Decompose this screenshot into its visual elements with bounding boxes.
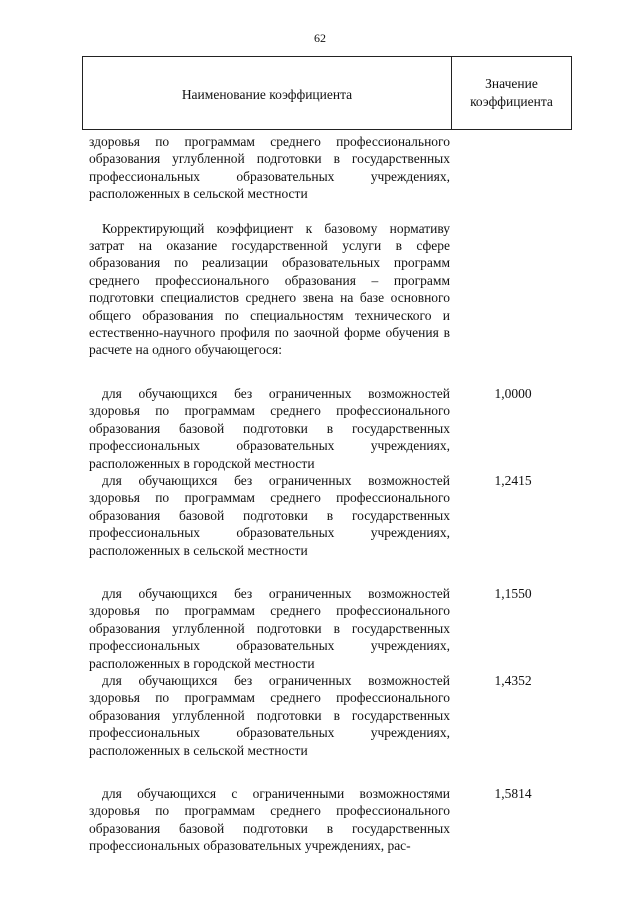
column-header-value [452, 57, 571, 129]
coefficient-value: 1,2415 [494, 472, 532, 488]
coefficient-row [89, 585, 532, 672]
table-header [82, 56, 572, 130]
coefficient-value: 1,1550 [494, 585, 532, 601]
coefficient-value: 1,4352 [494, 672, 532, 688]
coefficient-description: для обучающихся без ограниченных возможностей здоровья по программам среднего профессионального образования углубленной подготовки в государственных профессиональных образовательных учреждениях, расположенных в городской местности [89, 585, 450, 671]
coefficient-row [89, 385, 532, 472]
column-header-value-line1: Значение [485, 76, 538, 91]
coefficient-row [89, 785, 532, 855]
coefficient-value: 1,5814 [494, 786, 532, 801]
continuation-text: здоровья по программам среднего профессионального образования углубленной подготовки в государственных профессиональных образовательных учреждениях, расположенных в сельской местности [89, 134, 450, 202]
document-body [89, 133, 532, 855]
coefficient-description: для обучающихся без ограниченных возможностей здоровья по программам среднего профессионального образования базовой подготовки в государственных профессиональных образовательных учреждениях, расположенных в сельской местности [89, 472, 450, 558]
coefficient-row [89, 472, 532, 559]
coefficient-description: для обучающихся с ограниченными возможностями здоровья по программам среднего профессионального образования базовой подготовки в государственных профессиональных образовательных учреждениях, рас- [89, 786, 450, 854]
page-number: 62 [314, 31, 326, 45]
coefficient-description: для обучающихся без ограниченных возможностей здоровья по программам среднего профессионального образования углубленной подготовки в государственных профессиональных образовательных учреждениях, расположенных в сельской местности [89, 672, 450, 758]
coefficient-row [89, 672, 532, 759]
coefficient-value: 1,0000 [494, 385, 532, 401]
coefficient-description: для обучающихся без ограниченных возможностей здоровья по программам среднего профессионального образования базовой подготовки в государственных профессиональных образовательных учреждениях, расположенных в городской местности [89, 385, 450, 471]
column-header-name: Наименование коэффициента [83, 57, 452, 129]
section-intro: Корректирующий коэффициент к базовому нормативу затрат на оказание государственной услуги в сфере образования по реализации образовательных программ среднего профессионального образования – программ подготовки специалистов среднего звена на базе основного общего образования по специальностям технического и естественно-научного профиля по заочной форме обучения в расчете на одного обучающегося: [89, 220, 450, 358]
column-header-value-line2: коэффициента [470, 94, 553, 109]
